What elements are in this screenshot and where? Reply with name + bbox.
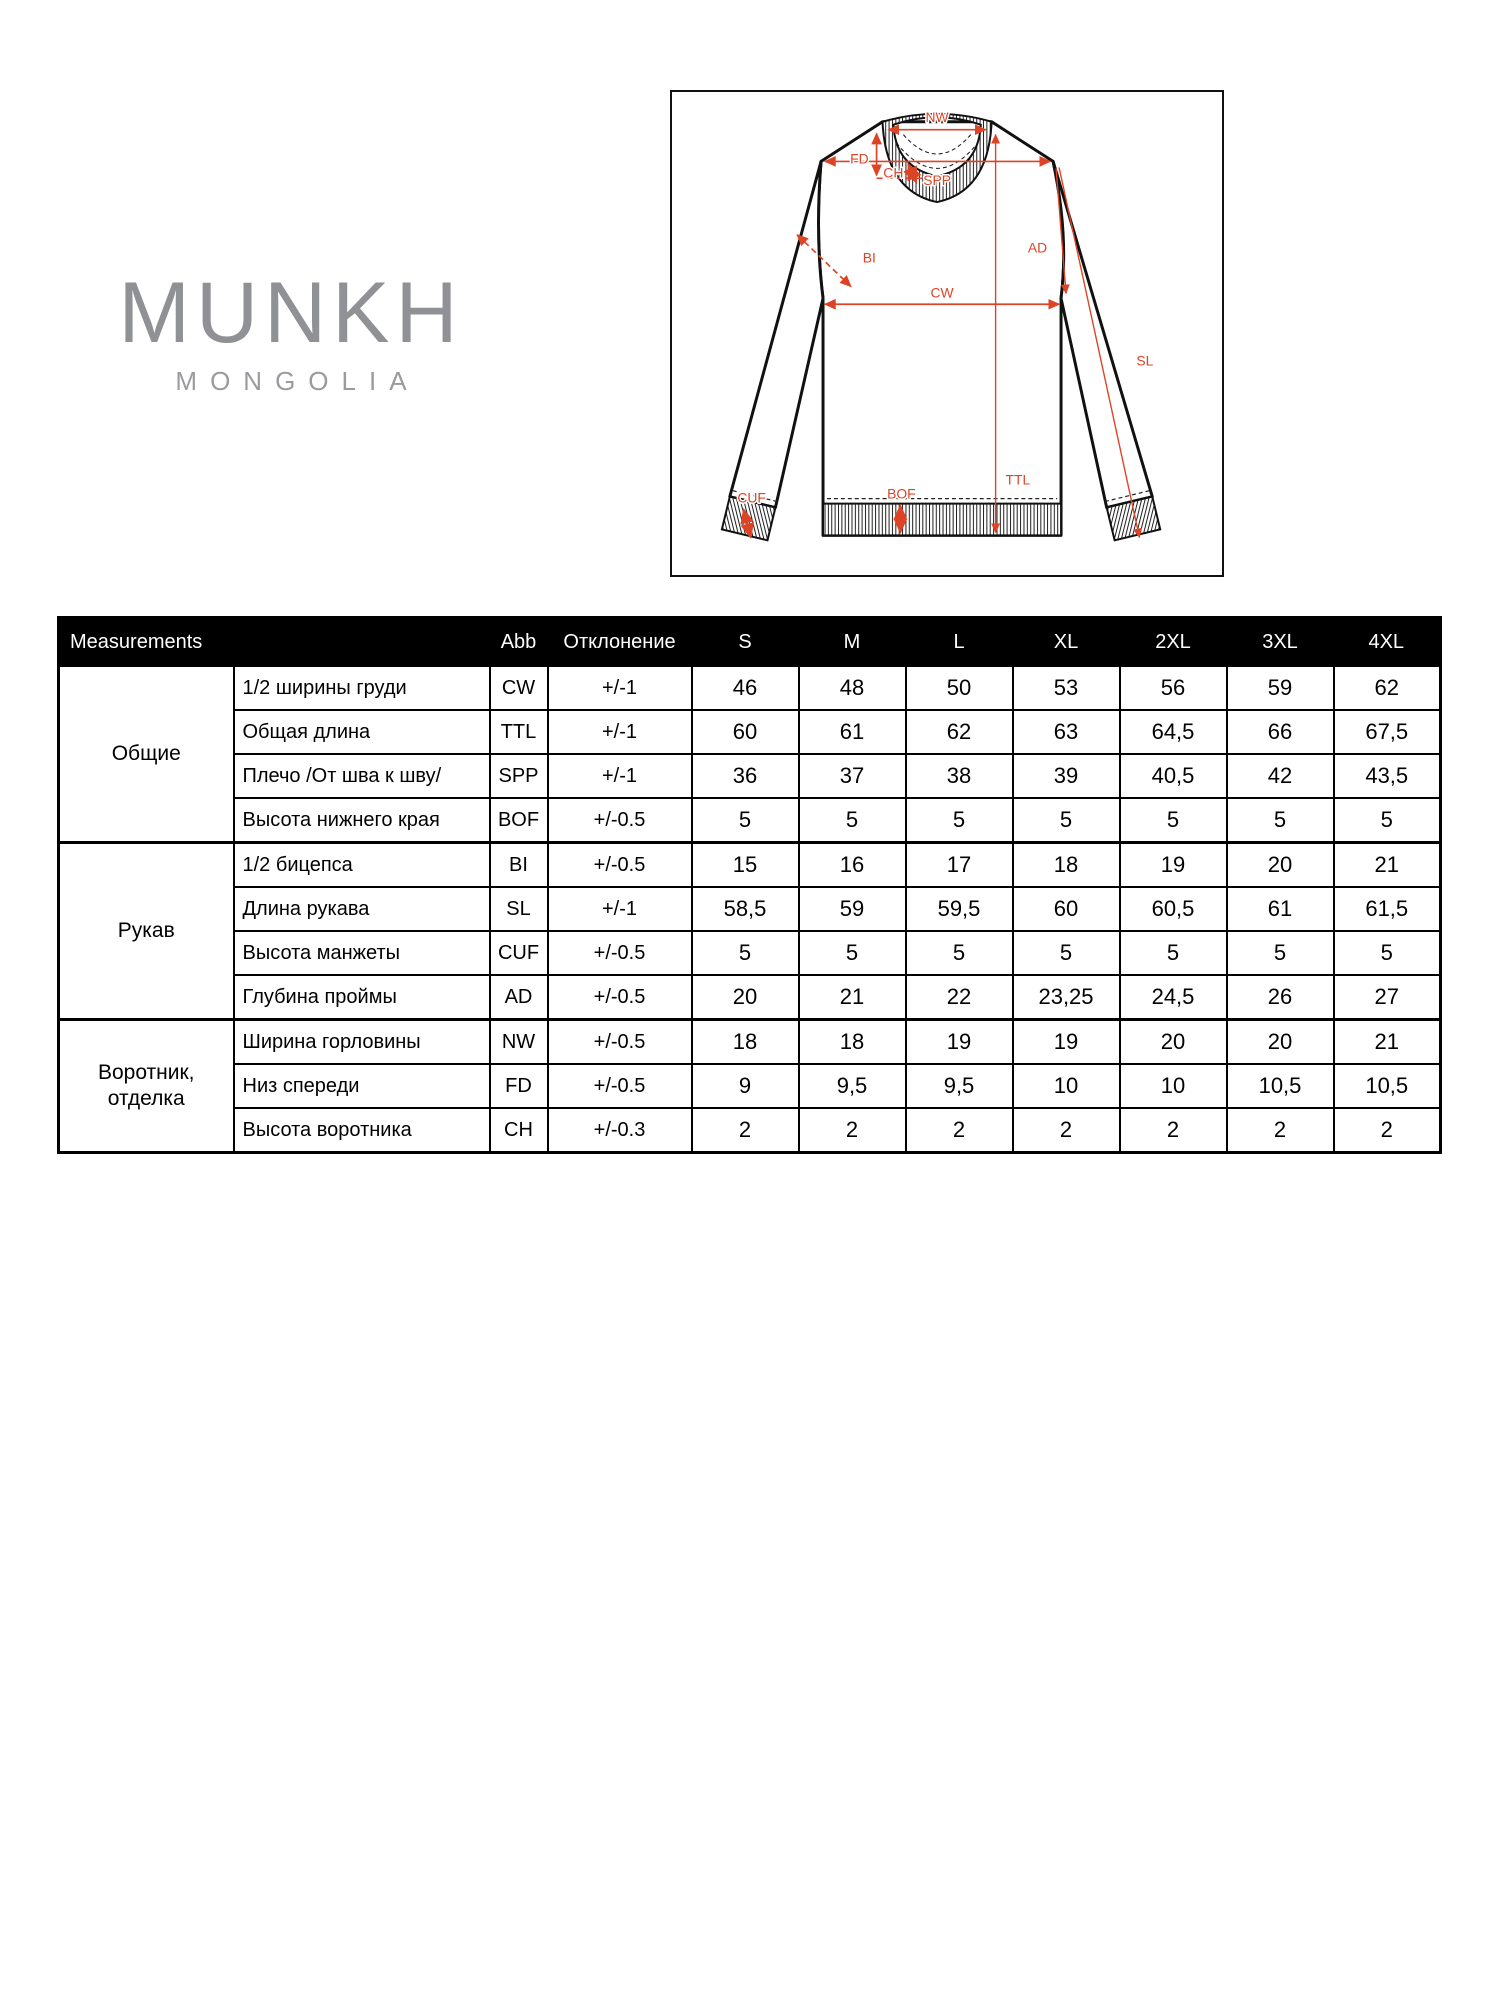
right-sleeve [1053,161,1152,507]
header-size-S: S [692,618,799,667]
value-cell-S: 18 [692,1020,799,1065]
value-cell-3XL: 10,5 [1227,1064,1334,1108]
value-cell-M: 37 [799,754,906,798]
group-cell: Общие [59,666,234,843]
value-cell-4XL: 61,5 [1334,887,1441,931]
header-measurements: Measurements [59,618,490,667]
annotation-label-bof: BOF [887,485,916,502]
value-cell-4XL: 10,5 [1334,1064,1441,1108]
value-cell-L: 50 [906,666,1013,710]
value-cell-3XL: 2 [1227,1108,1334,1153]
table-row [59,798,1441,843]
value-cell-3XL: 26 [1227,975,1334,1020]
value-cell-M: 16 [799,843,906,888]
hem-rib-band [823,504,1061,536]
value-cell-XL: 53 [1013,666,1120,710]
value-cell-XL: 19 [1013,1020,1120,1065]
value-cell-XL: 10 [1013,1064,1120,1108]
table-row [59,843,1441,888]
value-cell-4XL: 43,5 [1334,754,1441,798]
measurement-label: Ширина горловины [234,1020,490,1065]
abbreviation-cell: NW [490,1020,548,1065]
annotation-label-cw: CW [930,284,954,301]
table-row [59,710,1441,754]
value-cell-S: 5 [692,798,799,843]
measurement-label: 1/2 ширины груди [234,666,490,710]
value-cell-4XL: 62 [1334,666,1441,710]
value-cell-3XL: 42 [1227,754,1334,798]
sweater-technical-drawing [672,92,1222,575]
table-row [59,1108,1441,1153]
table-row [59,666,1441,710]
value-cell-2XL: 60,5 [1120,887,1227,931]
value-cell-M: 2 [799,1108,906,1153]
diagram-box [670,90,1224,577]
annotation-label-ttl: TTL [1005,471,1031,488]
value-cell-3XL: 61 [1227,887,1334,931]
abbreviation-cell: FD [490,1064,548,1108]
annotation-label-fd: FD [850,150,869,167]
value-cell-4XL: 2 [1334,1108,1441,1153]
value-cell-L: 62 [906,710,1013,754]
value-cell-3XL: 5 [1227,931,1334,975]
tolerance-cell: +/-0.5 [548,931,692,975]
tolerance-cell: +/-0.3 [548,1108,692,1153]
table-row [59,754,1441,798]
value-cell-4XL: 21 [1334,1020,1441,1065]
value-cell-S: 9 [692,1064,799,1108]
value-cell-XL: 2 [1013,1108,1120,1153]
abbreviation-cell: TTL [490,710,548,754]
value-cell-XL: 63 [1013,710,1120,754]
value-cell-L: 9,5 [906,1064,1013,1108]
tolerance-cell: +/-1 [548,666,692,710]
value-cell-3XL: 59 [1227,666,1334,710]
sl-arrow [1059,167,1139,537]
value-cell-4XL: 5 [1334,931,1441,975]
value-cell-S: 5 [692,931,799,975]
abbreviation-cell: CW [490,666,548,710]
value-cell-L: 2 [906,1108,1013,1153]
annotation-label-spp: SPP [923,172,951,189]
value-cell-3XL: 20 [1227,843,1334,888]
table-row [59,1020,1441,1065]
value-cell-2XL: 5 [1120,798,1227,843]
value-cell-2XL: 40,5 [1120,754,1227,798]
value-cell-S: 60 [692,710,799,754]
value-cell-M: 59 [799,887,906,931]
brand-subtitle: MONGOLIA [175,366,420,396]
value-cell-2XL: 20 [1120,1020,1227,1065]
header-size-XL: XL [1013,618,1120,667]
size-table [57,616,1442,1154]
abbreviation-cell: SL [490,887,548,931]
value-cell-XL: 39 [1013,754,1120,798]
measurement-label: Высота воротника [234,1108,490,1153]
abbreviation-cell: AD [490,975,548,1020]
header-tolerance: Отклонение [548,618,692,667]
value-cell-L: 22 [906,975,1013,1020]
value-cell-4XL: 67,5 [1334,710,1441,754]
value-cell-4XL: 5 [1334,798,1441,843]
measurement-label: 1/2 бицепса [234,843,490,888]
table-row [59,931,1441,975]
value-cell-2XL: 64,5 [1120,710,1227,754]
tolerance-cell: +/-0.5 [548,1064,692,1108]
annotation-label-sl: SL [1136,352,1154,369]
header-size-4XL: 4XL [1334,618,1441,667]
value-cell-M: 61 [799,710,906,754]
annotation-label-nw: NW [925,108,949,125]
measurement-label: Глубина проймы [234,975,490,1020]
annotation-label-bi: BI [862,249,876,266]
value-cell-L: 59,5 [906,887,1013,931]
measurement-label: Высота нижнего края [234,798,490,843]
value-cell-4XL: 27 [1334,975,1441,1020]
value-cell-S: 36 [692,754,799,798]
tolerance-cell: +/-0.5 [548,1020,692,1065]
value-cell-M: 21 [799,975,906,1020]
value-cell-3XL: 66 [1227,710,1334,754]
value-cell-2XL: 2 [1120,1108,1227,1153]
value-cell-M: 18 [799,1020,906,1065]
annotation-label-cuf: CUF [737,489,766,506]
left-sleeve [730,161,823,507]
value-cell-3XL: 5 [1227,798,1334,843]
value-cell-XL: 5 [1013,931,1120,975]
tolerance-cell: +/-0.5 [548,975,692,1020]
annotation-label-ad: AD [1027,239,1048,256]
size-table-body [59,666,1441,1153]
tolerance-cell: +/-0.5 [548,798,692,843]
value-cell-M: 48 [799,666,906,710]
size-table-header [59,618,1441,667]
abbreviation-cell: CUF [490,931,548,975]
measurement-label: Плечо /От шва к шву/ [234,754,490,798]
value-cell-3XL: 20 [1227,1020,1334,1065]
group-cell: Воротник, отделка [59,1020,234,1153]
value-cell-XL: 23,25 [1013,975,1120,1020]
header-abb: Abb [490,618,548,667]
header-size-3XL: 3XL [1227,618,1334,667]
measurement-label: Низ спереди [234,1064,490,1108]
table-row [59,975,1441,1020]
brand-logo [98,265,484,397]
group-cell: Рукав [59,843,234,1020]
tolerance-cell: +/-1 [548,887,692,931]
measurement-label: Длина рукава [234,887,490,931]
value-cell-XL: 18 [1013,843,1120,888]
value-cell-L: 17 [906,843,1013,888]
measurement-label: Общая длина [234,710,490,754]
value-cell-L: 5 [906,931,1013,975]
abbreviation-cell: BOF [490,798,548,843]
value-cell-M: 5 [799,931,906,975]
table-row [59,887,1441,931]
value-cell-M: 9,5 [799,1064,906,1108]
value-cell-XL: 5 [1013,798,1120,843]
header-size-M: M [799,618,906,667]
table-row [59,1064,1441,1108]
value-cell-L: 19 [906,1020,1013,1065]
header-size-2XL: 2XL [1120,618,1227,667]
brand-name: MUNKH [118,265,464,361]
annotation-label-ch: CH [883,164,904,181]
value-cell-S: 15 [692,843,799,888]
value-cell-S: 46 [692,666,799,710]
value-cell-L: 5 [906,798,1013,843]
value-cell-2XL: 56 [1120,666,1227,710]
value-cell-M: 5 [799,798,906,843]
value-cell-XL: 60 [1013,887,1120,931]
tolerance-cell: +/-1 [548,754,692,798]
header-size-L: L [906,618,1013,667]
measurement-label: Высота манжеты [234,931,490,975]
value-cell-L: 38 [906,754,1013,798]
value-cell-2XL: 24,5 [1120,975,1227,1020]
value-cell-S: 20 [692,975,799,1020]
value-cell-2XL: 5 [1120,931,1227,975]
value-cell-4XL: 21 [1334,843,1441,888]
value-cell-2XL: 10 [1120,1064,1227,1108]
value-cell-2XL: 19 [1120,843,1227,888]
abbreviation-cell: SPP [490,754,548,798]
abbreviation-cell: CH [490,1108,548,1153]
value-cell-S: 2 [692,1108,799,1153]
abbreviation-cell: BI [490,843,548,888]
tolerance-cell: +/-0.5 [548,843,692,888]
tolerance-cell: +/-1 [548,710,692,754]
value-cell-S: 58,5 [692,887,799,931]
